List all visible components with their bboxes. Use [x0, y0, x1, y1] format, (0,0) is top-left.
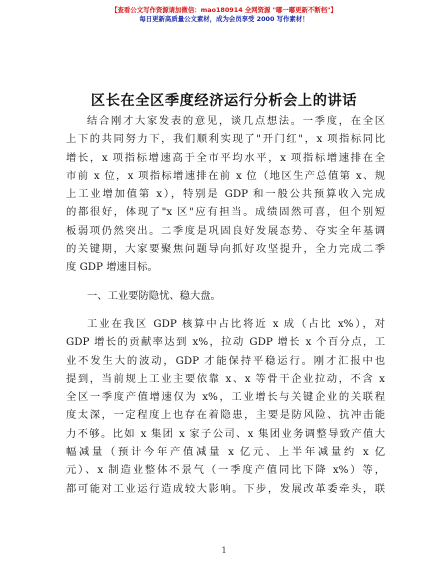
text-line: 工业在我区 GDP 核算中占比将近 x 成（占比 x%），对 [87, 317, 385, 330]
text-line: 力不够。比如 x 集团 x 家子公司、x 集团业务调整导致产值大 [66, 427, 385, 440]
text-line: 市前 x 位，x 项指标增速排在前 x 位（地区生产总值第 x、规 [66, 169, 385, 182]
text-line: 的都很好，体现了"x 区"应有担当。成绩固然可喜，但个别短 [66, 206, 385, 219]
text-line: 结合刚才大家发表的意见，谈几点想法。一季度，在全区 [87, 115, 385, 127]
text-line: 业不发生大的波动，GDP 才能保持平稳运行。刚才汇报中也 [66, 354, 385, 367]
section-heading: 一、工业要防隐忧、稳大盘。 [87, 289, 221, 302]
text-line: GDP 增长的贡献率达到 x%，拉动 GDP 增长 x 个百分点，工 [66, 336, 385, 349]
text-line: 度 GDP 增速目标。 [66, 261, 158, 274]
text-line: 都可能对工业运行造成较大影响。下步，发展改革委牵头，联 [66, 482, 385, 495]
text-line: 增长，x 项指标增速高于全市平均水平，x 项指标增速排在全 [66, 151, 385, 164]
text-line: 全区一季度产值增速仅为 x%，工业增长与关键企业的关联程 [66, 391, 385, 404]
promo-banner [0, 6, 448, 24]
document-body [66, 112, 385, 498]
promo-line-2: 每日更新高质量公文素材，成为会员享受 2000 写作素材！ [139, 15, 309, 23]
text-line: 元）、x 制造业整体不景气（一季度产值同比下降 x%）等， [66, 464, 385, 477]
text-line: 幅减量（预计今年产值减量 x 亿元、上半年减量约 x 亿 [66, 446, 385, 459]
text-line: 上工业增加值第 x），特别是 GDP 和一般公共预算收入完成 [66, 188, 385, 201]
document-title: 区长在全区季度经济运行分析会上的讲话 [90, 93, 358, 109]
promo-line-1: 【查看公文写作资源请加微信：mao180914 全网资源 "嘟一嘟更新不断档"】 [111, 6, 337, 14]
text-line: 度太深，一定程度上也存在着隐患，主要是防风险、抗冲击能 [66, 409, 385, 422]
text-line: 上下的共同努力下，我们顺利实现了"开门红"，x 项指标同比 [66, 133, 385, 146]
text-line: 提到，当前规上工业主要依靠 x、x 等骨干企业拉动，不含 x [66, 372, 385, 385]
page-number: 1 [221, 546, 227, 555]
text-line: 的关键期，大家要聚焦问题导向抓好攻坚提升，全力完成二季 [66, 243, 385, 256]
text-line: 板弱项仍然突出。二季度是巩固良好发展态势、夺实全年基调 [66, 224, 385, 237]
